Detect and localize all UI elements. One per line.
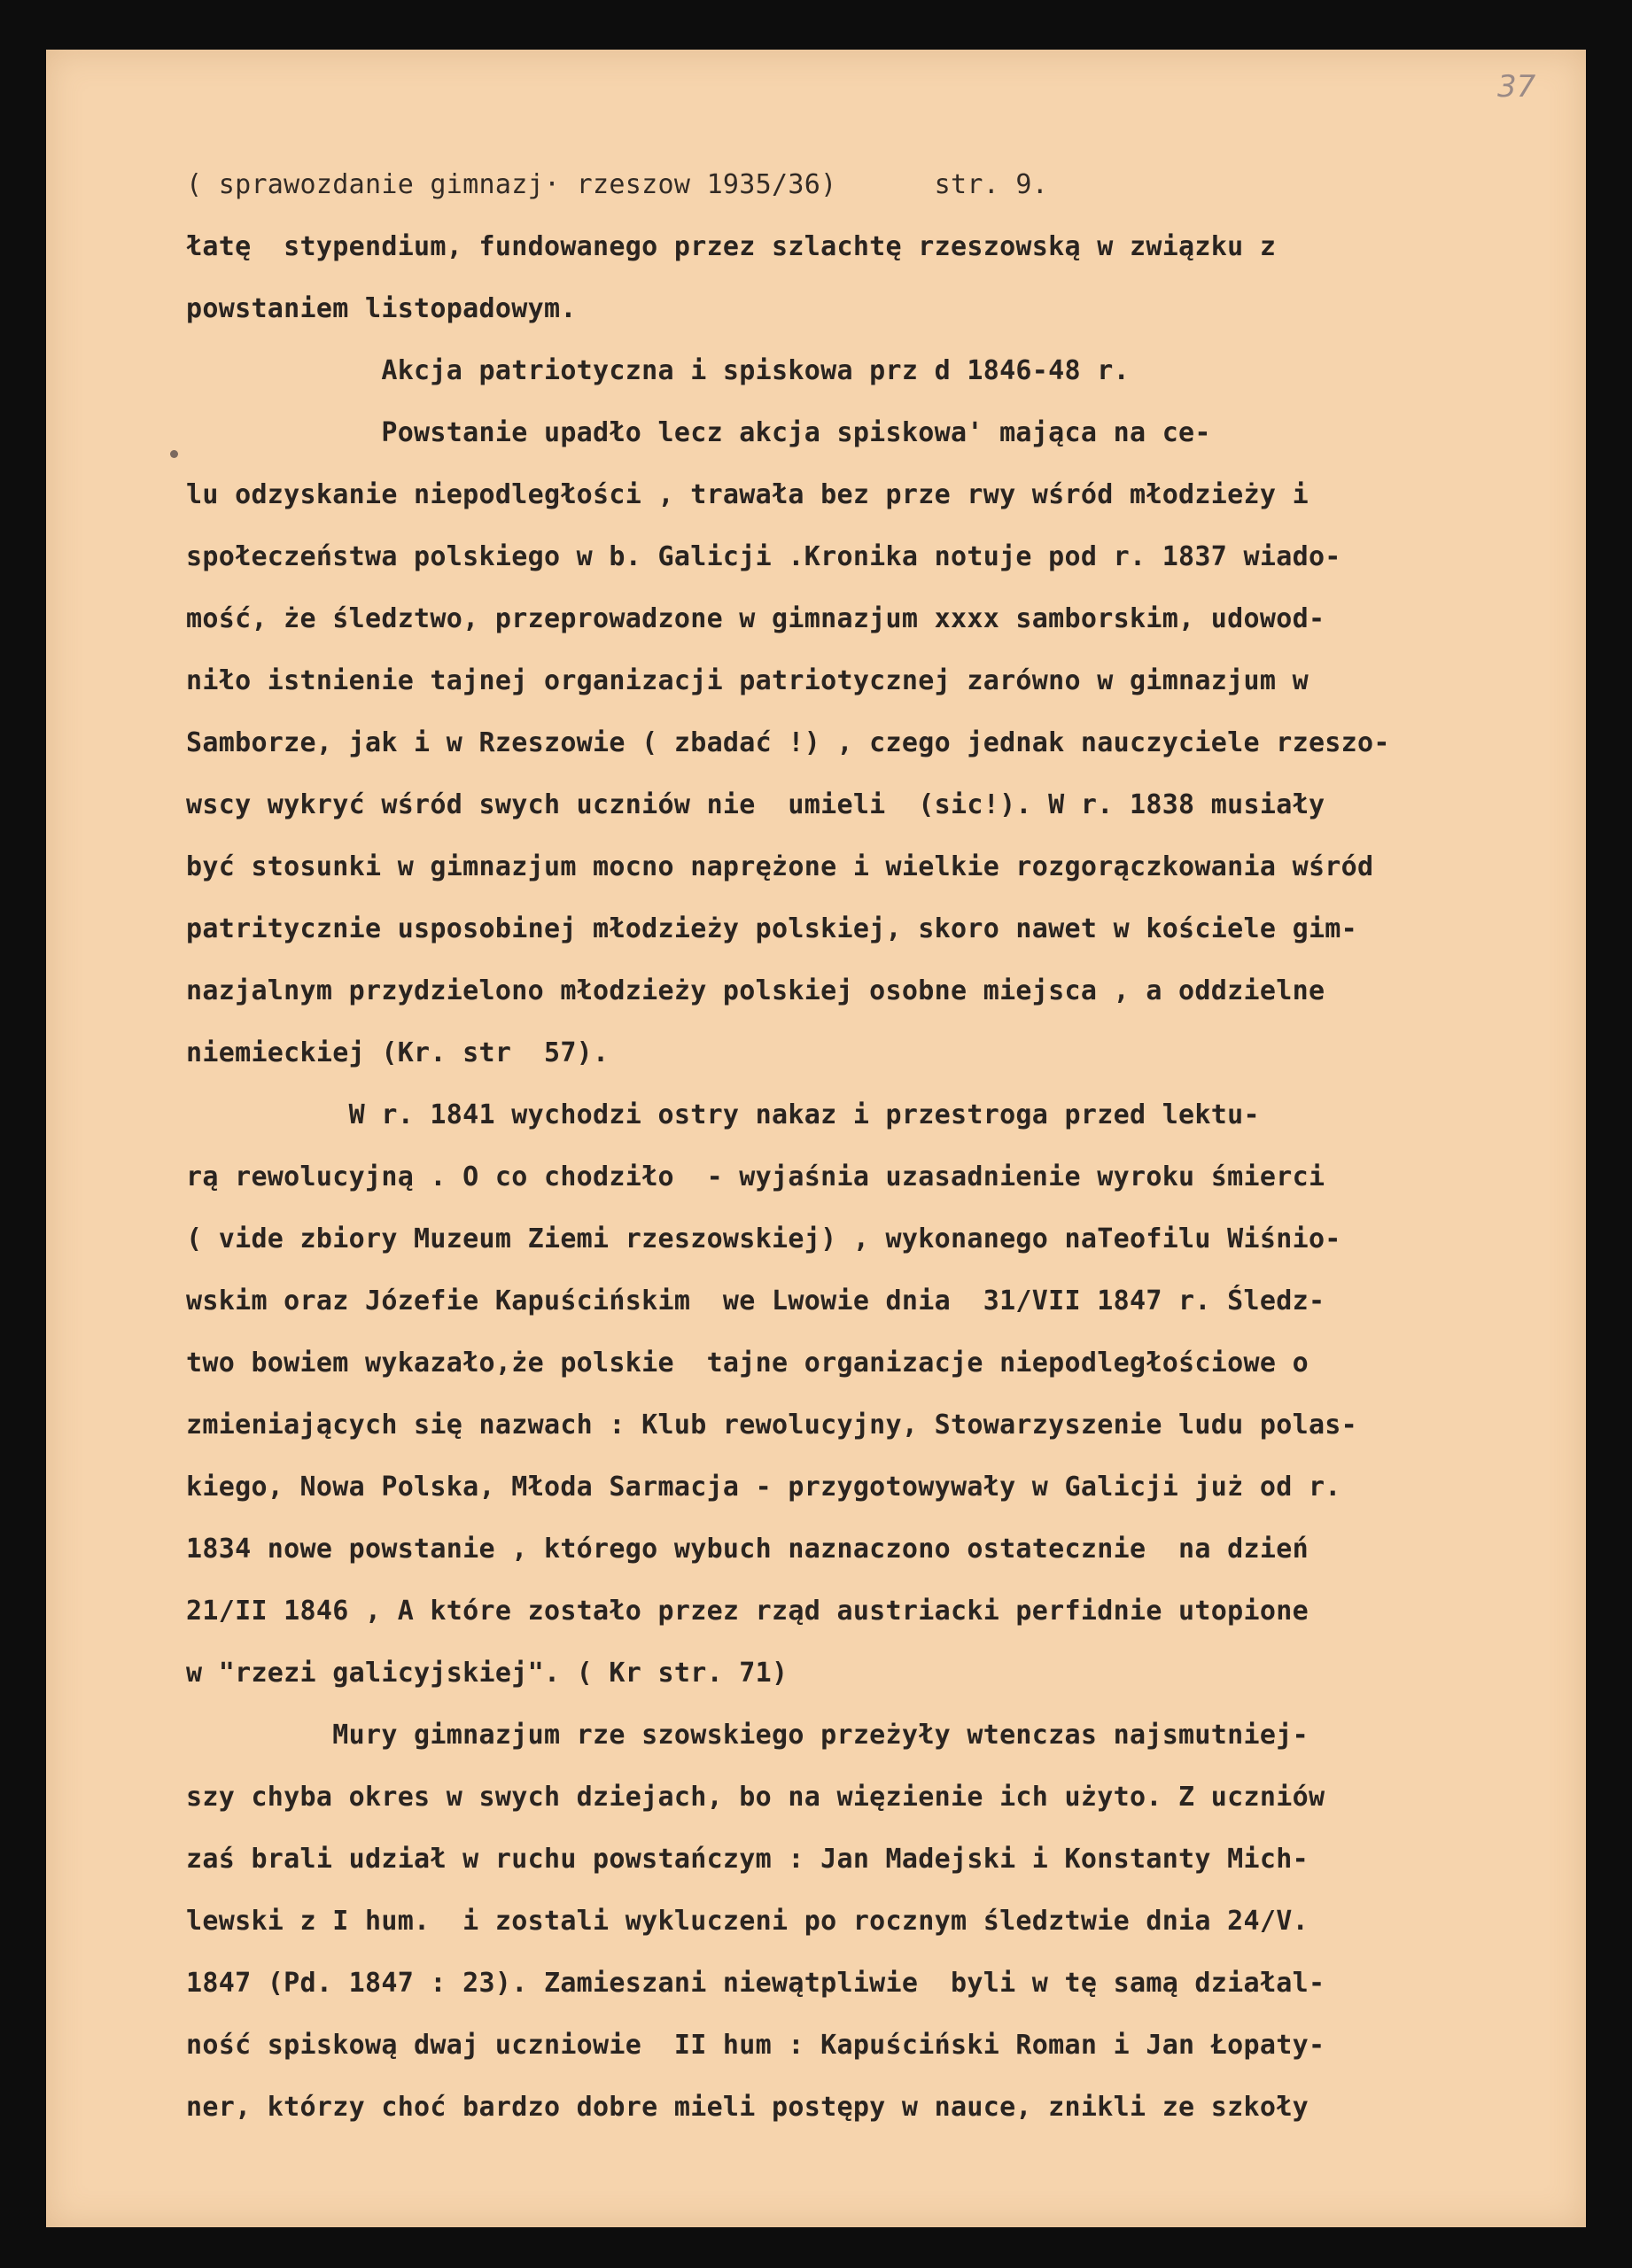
folio-number: 37 <box>1497 69 1536 105</box>
document-page <box>46 50 1586 2227</box>
text-line: ( vide zbiory Muzeum Ziemi rzeszowskiej) , wykonanego naTeofilu Wiśnio- <box>186 1223 1341 1254</box>
text-line: powstaniem listopadowym. <box>186 293 577 324</box>
text-line: Mury gimnazjum rze szowskiego przeżyły wtenczas najsmutniej- <box>186 1720 1309 1751</box>
text-line: rą rewolucyjną . O co chodziło - wyjaśnia uzasadnienie wyroku śmierci <box>186 1161 1325 1192</box>
text-line: społeczeństwa polskiego w b. Galicji .Kronika notuje pod r. 1837 wiado- <box>186 541 1341 572</box>
text-line: 1847 (Pd. 1847 : 23). Zamieszani niewątpliwie byli w tę samą działal- <box>186 1968 1325 1999</box>
text-line: zaś brali udział w ruchu powstańczym : Jan Madejski i Konstanty Mich- <box>186 1844 1309 1875</box>
text-line: niemieckiej (Kr. str 57). <box>186 1037 610 1068</box>
text-line: patritycznie usposobinej młodzieży polskiej, skoro nawet w kościele gim- <box>186 913 1358 944</box>
typed-text <box>186 154 1550 2139</box>
header-line: ( sprawozdanie gimnazj· rzeszow 1935/36) str. 9. <box>186 169 1049 200</box>
text-line: wskim oraz Józefie Kapuścińskim we Lwowie dnia 31/VII 1847 r. Śledz- <box>186 1285 1325 1317</box>
ink-dot <box>170 450 178 458</box>
text-line: 21/II 1846 , A które zostało przez rząd austriacki perfidnie utopione <box>186 1596 1309 1627</box>
text-line: 1834 nowe powstanie , którego wybuch naznaczono ostatecznie na dzień <box>186 1534 1309 1565</box>
text-line: Samborze, jak i w Rzeszowie ( zbadać !) , czego jednak nauczyciele rzeszo- <box>186 727 1390 758</box>
text-line: wscy wykryć wśród swych uczniów nie umieli (sic!). W r. 1838 musiały <box>186 789 1325 820</box>
text-line: ner, którzy choć bardzo dobre mieli postępy w nauce, znikli ze szkoły <box>186 2092 1309 2123</box>
text-line: w "rzezi galicyjskiej". ( Kr str. 71) <box>186 1658 789 1689</box>
text-line: W r. 1841 wychodzi ostry nakaz i przestroga przed lektu- <box>186 1099 1260 1130</box>
text-line: zmieniających się nazwach : Klub rewolucyjny, Stowarzyszenie ludu polas- <box>186 1410 1358 1441</box>
text-line: być stosunki w gimnazjum mocno naprężone i wielkie rozgorączkowania wśród <box>186 851 1374 882</box>
text-line: ność spiskową dwaj uczniowie II hum : Kapuściński Roman i Jan Łopaty- <box>186 2030 1325 2061</box>
text-line: Powstanie upadło lecz akcja spiskowa' mająca na ce- <box>186 417 1211 448</box>
section-heading: Akcja patriotyczna i spiskowa prz d 1846-48 r. <box>186 355 1130 386</box>
text-line: two bowiem wykazało,że polskie tajne organizacje niepodległościowe o <box>186 1348 1309 1379</box>
text-line: szy chyba okres w swych dziejach, bo na więzienie ich użyto. Z uczniów <box>186 1782 1325 1813</box>
text-line: lewski z I hum. i zostali wykluczeni po rocznym śledztwie dnia 24/V. <box>186 1906 1309 1937</box>
text-line: niło istnienie tajnej organizacji patriotycznej zarówno w gimnazjum w <box>186 665 1309 696</box>
text-line: łatę stypendium, fundowanego przez szlachtę rzeszowską w związku z <box>186 231 1277 262</box>
text-line: kiego, Nowa Polska, Młoda Sarmacja - przygotowywały w Galicji już od r. <box>186 1472 1341 1503</box>
text-line: nazjalnym przydzielono młodzieży polskiej osobne miejsca , a oddzielne <box>186 975 1325 1006</box>
text-line: mość, że śledztwo, przeprowadzone w gimnazjum xxxx samborskim, udowod- <box>186 603 1325 634</box>
text-line: lu odzyskanie niepodległości , trawała bez prze rwy wśród młodzieży i <box>186 479 1309 510</box>
